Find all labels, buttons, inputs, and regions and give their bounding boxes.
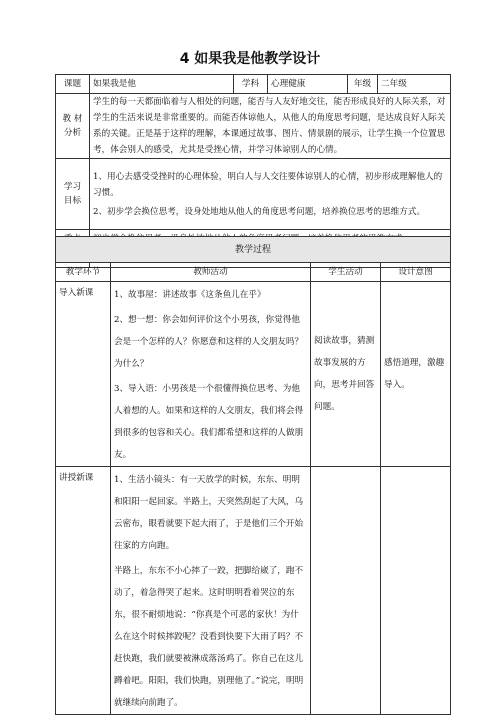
stage-new: 讲授新课 — [56, 467, 111, 715]
col-intent: 设计意图 — [381, 263, 451, 282]
course-row — [56, 75, 451, 94]
goals-label — [56, 159, 90, 230]
analysis-row — [56, 94, 451, 159]
subject-label: 学科 — [234, 75, 268, 94]
student-intro: 阅读故事，猜测故事发展的方向，思考并回答问题。 — [311, 282, 381, 467]
teacher-new — [111, 467, 311, 715]
course-label: 课题 — [56, 75, 90, 94]
teacher-new-p2: 半路上，东东不小心摔了一跤，把脚给崴了，跑不动了，着急得哭了起来。这时明明看着哭泣的东东，很不耐烦地说：“你真是个可恶的家伙！为什么在这个时候摔跤呢？没看到快要下大雨了吗？不赶快跑，我们就要被淋成落汤鸡了。你自己在这儿蹲着吧。阳阳，我们快跑，别理他了。”说完，明明就继续向前跑了。 — [114, 566, 304, 708]
goal-1: 1、用心去感受受挫时的心理体验，明白人与人交往要体谅别人的心情，初步形成理解他人的习惯。 — [93, 171, 443, 198]
col-stage: 教学环节 — [56, 263, 111, 282]
table-row — [56, 467, 451, 715]
goals-text — [90, 159, 451, 230]
analysis-label — [56, 94, 90, 159]
goals-label-line-2: 目标 — [63, 196, 82, 206]
col-student: 学生活动 — [311, 263, 381, 282]
subject-value: 心理健康 — [268, 75, 348, 94]
intent-new — [381, 467, 451, 715]
goals-label-line-1: 学习 — [63, 182, 82, 192]
student-new — [311, 467, 381, 715]
table-row — [56, 282, 451, 467]
course-value: 如果我是他 — [90, 75, 234, 94]
teacher-intro-p1: 1、故事屋：讲述故事《这条鱼儿在乎》 — [114, 290, 266, 300]
teacher-intro — [111, 282, 311, 467]
process-header: 教学过程 — [56, 237, 451, 263]
process-header-row — [56, 237, 451, 263]
document-title: 4 如果我是他教学设计 — [179, 51, 321, 67]
grade-label: 年级 — [348, 75, 378, 94]
process-columns-row — [56, 263, 451, 282]
stage-intro: 导入新课 — [56, 282, 111, 467]
teacher-new-p1: 1、生活小镜头：有一天放学的时候，东东、明明和阳阳一起回家。半路上，天突然刮起了大风，乌云密布，眼看就要下起大雨了，于是他们三个开始往家的方向跑。 — [114, 475, 304, 551]
intent-intro: 感悟道理，激趣导入。 — [381, 282, 451, 467]
col-teacher: 教师活动 — [111, 263, 311, 282]
teacher-intro-p3: 3、导入语：小男孩是一个很懂得换位思考、为他人着想的人。如果和这样的人交朋友，我们将会得到很多的包容和关心。我们都希望和这样的人做朋友。 — [114, 384, 304, 460]
analysis-text: 学生的每一天都面临着与人相处的问题，能否与人友好地交往，能否形成良好的人际关系，对学生的生活来说是非常重要的。而能否体谅他人，从他人的角度思考问题，是达成良好人际关系的关键。正是基于这样的理解，本课通过故事、图片、情景剧的展示，让学生换一个位置思考，体会别人的感受，尤其是受挫心情，并学习体谅别人的心情。 — [90, 94, 451, 159]
teacher-intro-p2: 2、想一想：你会如何评价这个小男孩，你觉得他会是一个怎样的人？你愿意和这样的人交朋友吗？为什么？ — [114, 315, 304, 369]
goal-2: 2、初步学会换位思考，设身处地地从他人的角度思考问题，培养换位思考的思维方式。 — [93, 206, 426, 217]
goals-row — [56, 159, 451, 230]
grade-value: 二年级 — [378, 75, 451, 94]
analysis-label-line-1: 教 材 — [62, 114, 83, 124]
analysis-label-line-2: 分析 — [63, 128, 82, 138]
process-table — [55, 236, 451, 715]
